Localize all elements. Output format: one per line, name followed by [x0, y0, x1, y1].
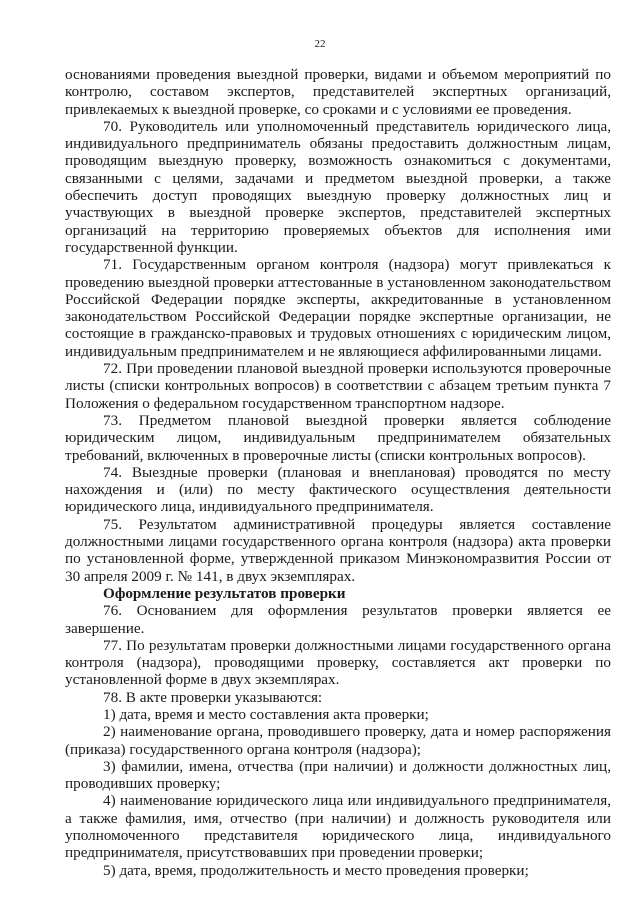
page-number: 22 [314, 38, 326, 50]
paragraph-continuation: основаниями проведения выездной проверки, видами и объемом мероприятий по контролю, составом экспертов, представителей экспертных организаций, привлекаемых к выездной проверке, со сроками и с условиями ее проведения. [65, 66, 611, 118]
paragraph-73: 73. Предметом плановой выездной проверки является соблюдение юридическим лицом, индивидуальным предпринимателем обязательных требований, включенных в проверочные листы (списки контрольных вопросов). [65, 411, 611, 464]
list-item-5: 5) дата, время, продолжительность и место проведения проверки; [103, 861, 529, 879]
paragraph-72: 72. При проведении плановой выездной проверки используются проверочные листы (списки контрольных вопросов) в соответствии с абзацем третьим пункта 7 Положения о федеральном государственном транспортном надзоре. [65, 360, 611, 412]
paragraph-77: 77. По результатам проверки должностными лицами государственного органа контроля (надзора), проводящими проверку, составляется акт проверки по установленной форме в двух экземплярах. [65, 636, 611, 689]
paragraph-70: 70. Руководитель или уполномоченный представитель юридического лица, индивидуального предприниматель обязаны предоставить должностным лицам, проводящим выездную проверку, возможность ознакомиться с документами, связанными с целями, задачами и предметом выездной проверки, а также обеспечить доступ проводящих выездную проверку должностных лиц и участвующих в выездной проверке экспертов, представителей экспертных организаций на территорию проверяемых объектов для исполнения ими государственной функции. [65, 117, 611, 256]
list-item-4: 4) наименование юридического лица или индивидуального предпринимателя, а также фамилия, имя, отчество (при наличии) и должность руководителя или уполномоченного представителя юридического лица, индивидуального предпринимателя, присутствовавших при проведении проверки; [65, 792, 611, 862]
paragraph-74: 74. Выездные проверки (плановая и внеплановая) проводятся по месту нахождения и (или) по месту фактического осуществления деятельности юридического лица, индивидуального предпринимателя. [65, 463, 611, 516]
section-heading: Оформление результатов проверки [103, 584, 346, 602]
paragraph-71: 71. Государственным органом контроля (надзора) могут привлекаться к проведению выездной проверки аттестованные в установленном законодательством Российской Федерации порядке эксперты, аккредитованные в установленном законодательством Российской Федерации порядке экспертные организации, не состоящие в гражданско-правовых и трудовых отношениях с юридическим лицом, индивидуальным предпринимателем и не являющиеся аффилированными лицами. [65, 256, 611, 360]
document-body [65, 66, 611, 879]
list-item-2: 2) наименование органа, проводившего проверку, дата и номер распоряжения (приказа) государственного органа контроля (надзора); [65, 723, 611, 758]
list-item-1: 1) дата, время и место составления акта проверки; [103, 705, 429, 723]
paragraph-75: 75. Результатом административной процедуры является составление должностными лицами государственного органа контроля (надзора) акта проверки по установленной форме, утвержденной приказом Минэкономразвития России от 30 апреля 2009 г. № 141, в двух экземплярах. [65, 515, 611, 585]
list-item-3: 3) фамилии, имена, отчества (при наличии) и должности должностных лиц, проводивших проверку; [65, 757, 611, 793]
paragraph-78: 78. В акте проверки указываются: [103, 688, 323, 706]
paragraph-76: 76. Основанием для оформления результатов проверки является ее завершение. [65, 602, 611, 637]
